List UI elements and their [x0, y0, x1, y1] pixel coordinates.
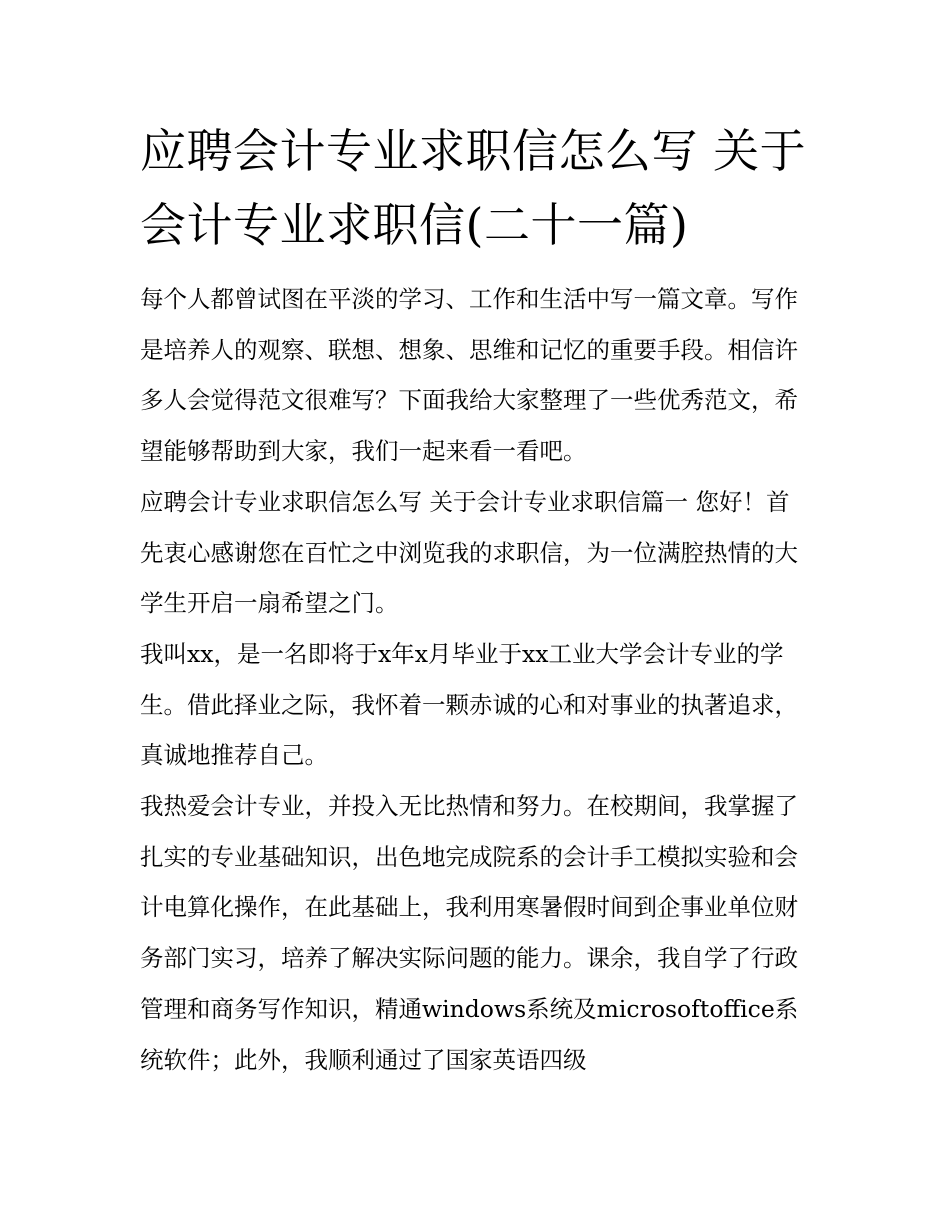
paragraph-intro: 每个人都曾试图在平淡的学习、工作和生活中写一篇文章。写作是培养人的观察、联想、想象、思维和记忆的重要手段。相信许多人会觉得范文很难写？下面我给大家整理了一些优秀范文，希望能够帮助到大家，我们一起来看一看吧。 [140, 285, 798, 466]
document-title: 应聘会计专业求职信怎么写 关于会计专业求职信(二十一篇) [140, 124, 807, 252]
paragraph-skills: 我热爱会计专业，并投入无比热情和努力。在校期间，我掌握了扎实的专业基础知识，出色地完成院系的会计手工模拟实验和会计电算化操作，在此基础上，我利用寒暑假时间到企事业单位财务部门实习，培养了解决实际问题的能力。课余，我自学了行政管理和商务写作知识，精通windows系统及microsoftoffice系统软件；此外，我顺利通过了国家英语四级 [140, 792, 799, 1074]
paragraph-self-introduction: 我叫xx，是一名即将于x年x月毕业于xx工业大学会计专业的学生。借此择业之际，我怀着一颗赤诚的心和对事业的执著追求，真诚地推荐自己。 [140, 639, 798, 770]
paragraph-greeting: 应聘会计专业求职信怎么写 关于会计专业求职信篇一 您好！首先衷心感谢您在百忙之中浏览我的求职信，为一位满腔热情的大学生开启一扇希望之门。 [140, 487, 798, 618]
document-page [140, 114, 812, 1085]
